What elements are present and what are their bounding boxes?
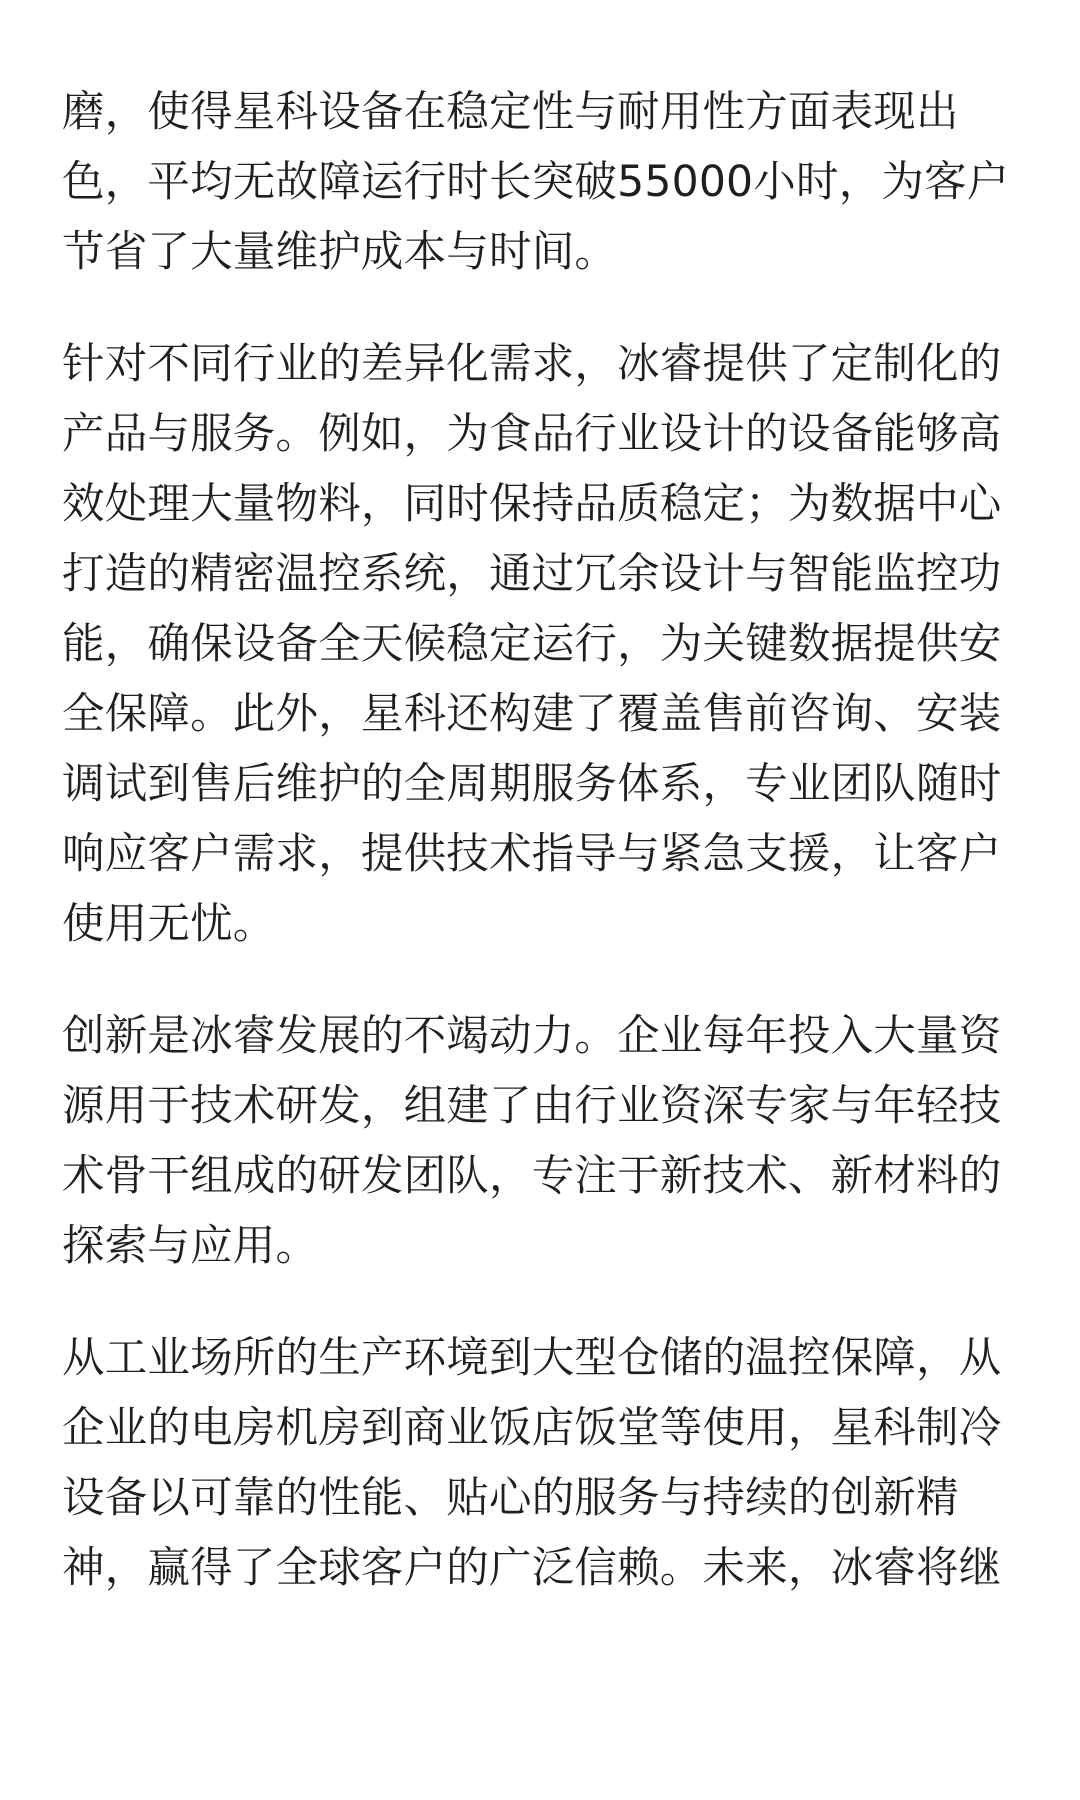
text-line: 节省了大量维护成本与时间。 <box>62 228 618 277</box>
text-line: 色，平均无故障运行时长突破55000小时，为客户 <box>62 158 1010 207</box>
text-line: 调试到售后维护的全周期服务体系，专业团队随时 <box>62 760 1002 809</box>
text-line: 设备以可靠的性能、贴心的服务与持续的创新精 <box>62 1474 959 1523</box>
article-body <box>62 78 1018 1604</box>
text-line: 创新是冰睿发展的不竭动力。企业每年投入大量资 <box>62 1012 1002 1061</box>
text-line: 使用无忧。 <box>62 900 276 949</box>
paragraph-4 <box>62 1324 1018 1604</box>
text-line: 能，确保设备全天候稳定运行，为关键数据提供安 <box>62 620 1002 669</box>
text-line: 全保障。此外，星科还构建了覆盖售前咨询、安装 <box>62 690 1002 739</box>
text-line: 响应客户需求，提供技术指导与紧急支援，让客户 <box>62 830 1002 879</box>
text-line: 源用于技术研发，组建了由行业资深专家与年轻技 <box>62 1082 1002 1131</box>
text-line: 产品与服务。例如，为食品行业设计的设备能够高 <box>62 410 1002 459</box>
text-line: 磨，使得星科设备在稳定性与耐用性方面表现出 <box>62 88 959 137</box>
paragraph-3 <box>62 1002 1018 1282</box>
paragraph-1 <box>62 78 1018 288</box>
text-line: 效处理大量物料，同时保持品质稳定；为数据中心 <box>62 480 1002 529</box>
text-line: 神，赢得了全球客户的广泛信赖。未来，冰睿将继 <box>62 1544 1002 1593</box>
text-line: 针对不同行业的差异化需求，冰睿提供了定制化的 <box>62 340 1002 389</box>
text-line: 探索与应用。 <box>62 1222 319 1271</box>
text-line: 打造的精密温控系统，通过冗余设计与智能监控功 <box>62 550 1002 599</box>
text-line: 企业的电房机房到商业饭店饭堂等使用，星科制冷 <box>62 1404 1002 1453</box>
text-line: 从工业场所的生产环境到大型仓储的温控保障，从 <box>62 1334 1002 1383</box>
text-line: 术骨干组成的研发团队，专注于新技术、新材料的 <box>62 1152 1002 1201</box>
paragraph-2 <box>62 330 1018 960</box>
